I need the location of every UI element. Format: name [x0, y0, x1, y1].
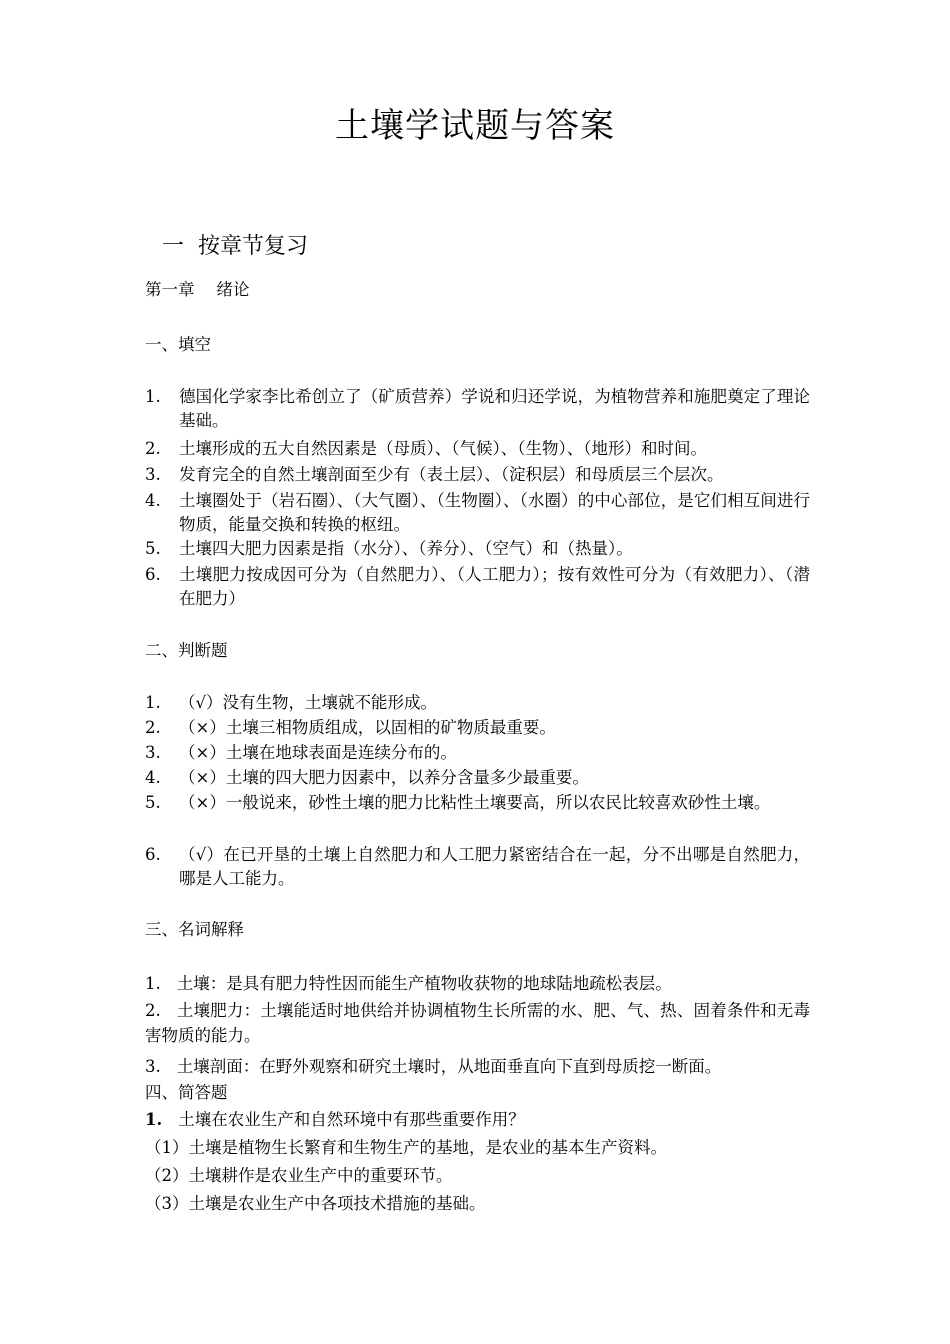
- item-text: （√）在已开垦的土壤上自然肥力和人工肥力紧密结合在一起，分不出哪是自然肥力，哪是人工能力。: [179, 845, 810, 888]
- item-number: 4.: [145, 491, 161, 510]
- item-text: 土壤四大肥力因素是指（水分）、（养分）、（空气）和（热量）。: [179, 539, 633, 558]
- list-item: [145, 537, 810, 561]
- item-text: 土壤圈处于（岩石圈）、（大气圈）、（生物圈）、（水圈）的中心部位，是它们相互间进行物质，能量交换和转换的枢纽。: [179, 491, 810, 534]
- item-number: 5.: [145, 539, 161, 558]
- item-text: 土壤剖面：在野外观察和研究土壤时，从地面垂直向下直到母质挖一断面。: [176, 1057, 722, 1076]
- list-item: [145, 385, 810, 433]
- item-number: 2.: [145, 718, 161, 737]
- answer-line: （3）土壤是农业生产中各项技术措施的基础。: [145, 1194, 486, 1213]
- item-text: 土壤肥力：土壤能适时地供给并协调植物生长所需的水、肥、气、热、固着条件和无毒害物质的能力。: [145, 1001, 810, 1045]
- item-text: （√）没有生物，土壤就不能形成。: [179, 693, 438, 712]
- item-text: （×）一般说来，砂性土壤的肥力比粘性土壤要高，所以农民比较喜欢砂性土壤。: [179, 793, 771, 812]
- list-item: [145, 843, 810, 891]
- part-title: 按章节复习: [198, 234, 309, 259]
- answer-line: （1）土壤是植物生长繁育和生物生产的基地，是农业的基本生产资料。: [145, 1138, 667, 1157]
- item-number: 1.: [145, 693, 161, 712]
- section-heading-definitions: 三、名词解释: [145, 920, 244, 939]
- item-number: 4.: [145, 768, 161, 787]
- item-number: 5.: [145, 793, 161, 812]
- list-item: [145, 563, 810, 611]
- question-text: 土壤在农业生产和自然环境中有那些重要作用？: [178, 1110, 525, 1129]
- item-number: 3.: [145, 1057, 161, 1076]
- section-heading-short-answer: 四、简答题: [145, 1083, 228, 1102]
- item-text: 发育完全的自然土壤剖面至少有（表土层）、（淀积层）和母质层三个层次。: [179, 465, 724, 484]
- list-item: [145, 716, 810, 740]
- answer-line: （2）土壤耕作是农业生产中的重要环节。: [145, 1166, 453, 1185]
- chapter-heading: [145, 278, 250, 302]
- item-number: 3.: [145, 465, 161, 484]
- list-item: [145, 691, 810, 715]
- chapter-label: 第一章: [145, 280, 195, 299]
- definition-item: [145, 971, 810, 996]
- document-title: 土壤学试题与答案: [335, 106, 615, 146]
- list-item: [145, 766, 810, 790]
- item-text: 土壤形成的五大自然因素是（母质）、（气候）、（生物）、（地形）和时间。: [179, 439, 707, 458]
- item-number: 2.: [145, 1001, 161, 1020]
- item-text: （×）土壤三相物质组成，以固相的矿物质最重要。: [179, 718, 556, 737]
- item-number: 1.: [145, 974, 161, 993]
- item-text: 土壤肥力按成因可分为（自然肥力）、（人工肥力）；按有效性可分为（有效肥力）、（潜在肥力）: [179, 565, 810, 608]
- question: [145, 1108, 525, 1132]
- chapter-name: 绪论: [216, 280, 250, 299]
- item-number: 3.: [145, 743, 161, 762]
- part-number: 一: [162, 234, 185, 259]
- section-heading-fill-blank: 一、填空: [145, 335, 211, 354]
- list-item: [145, 437, 810, 461]
- item-number: 6.: [145, 845, 161, 864]
- list-item: [145, 463, 810, 487]
- item-text: 德国化学家李比希创立了（矿质营养）学说和归还学说，为植物营养和施肥奠定了理论基础。: [179, 387, 810, 430]
- question-number: 1.: [145, 1110, 163, 1129]
- part-heading: [162, 232, 308, 262]
- item-number: 1.: [145, 387, 161, 406]
- list-item: [145, 741, 810, 765]
- list-item: [145, 489, 810, 537]
- item-text: （×）土壤的四大肥力因素中，以养分含量多少最重要。: [179, 768, 589, 787]
- item-number: 2.: [145, 439, 161, 458]
- item-number: 6.: [145, 565, 161, 584]
- definition-item: [145, 998, 810, 1048]
- item-text: （×）土壤在地球表面是连续分布的。: [179, 743, 457, 762]
- section-heading-true-false: 二、判断题: [145, 641, 228, 660]
- definition-item: [145, 1054, 810, 1079]
- list-item: [145, 791, 810, 815]
- item-text: 土壤：是具有肥力特性因而能生产植物收获物的地球陆地疏松表层。: [176, 974, 672, 993]
